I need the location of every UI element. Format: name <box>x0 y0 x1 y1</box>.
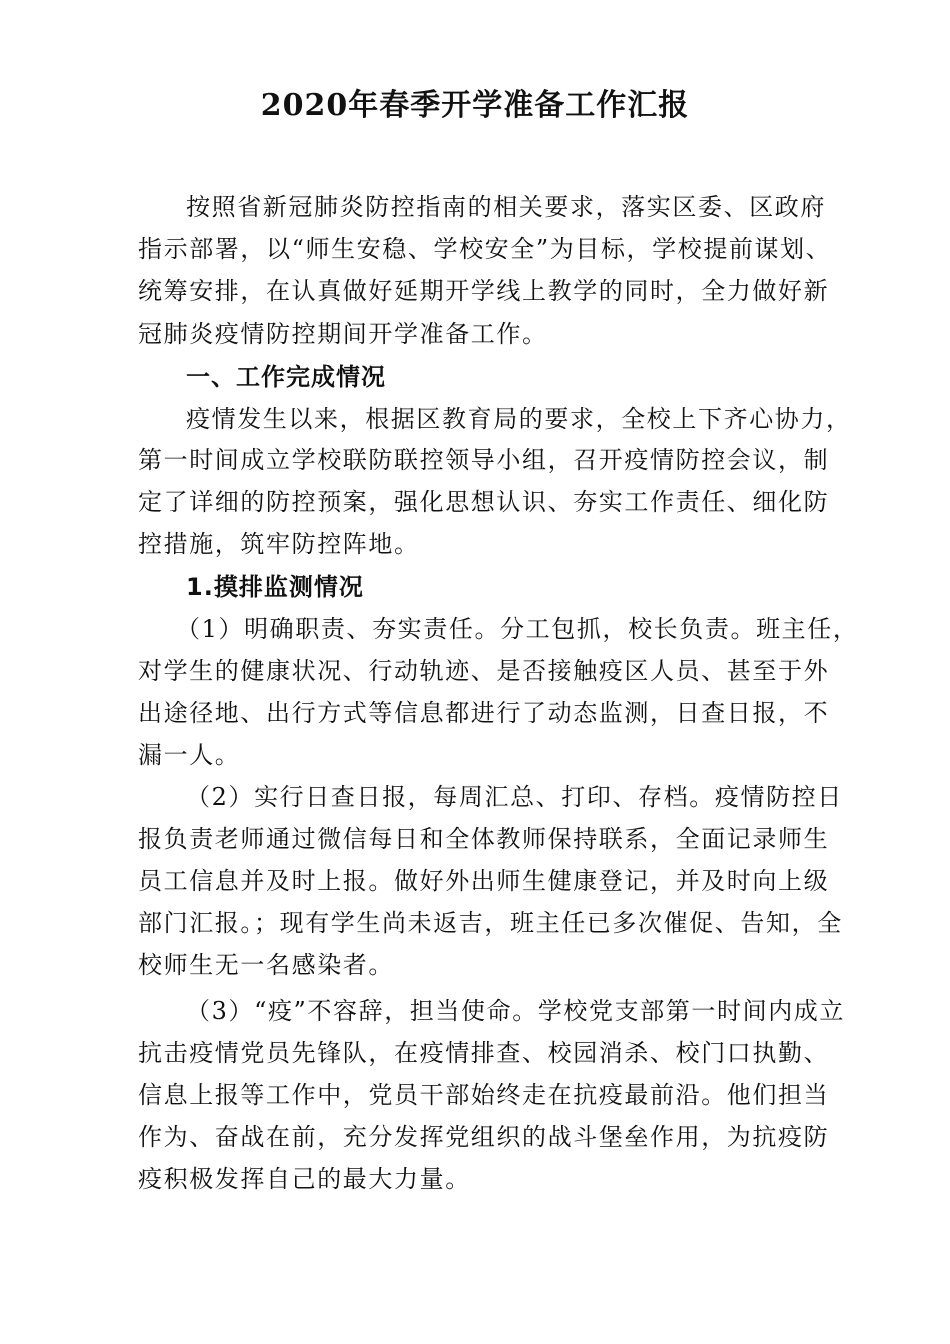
paragraph-line: 疫积极发挥自己的最大力量。 <box>138 1165 471 1193</box>
paragraph-line: 作为、奋战在前，充分发挥党组织的战斗堡垒作用，为抗疫防 <box>138 1123 830 1151</box>
paragraph-line: 疫情发生以来，根据区教育局的要求，全校上下齐心协力， <box>186 405 852 433</box>
paragraph-line: 统筹安排，在认真做好延期开学线上教学的同时，全力做好新 <box>138 277 830 305</box>
paragraph-line: 校师生无一名感染者。 <box>138 951 394 979</box>
paragraph-line: 冠肺炎疫情防控期间开学准备工作。 <box>138 320 548 348</box>
paragraph-line: 报负责老师通过微信每日和全体教师保持联系，全面记录师生 <box>138 825 830 853</box>
paragraph-line: 第一时间成立学校联防联控领导小组，召开疫情防控会议，制 <box>138 446 830 474</box>
paragraph-line: 抗击疫情党员先锋队，在疫情排查、校园消杀、校门口执勤、 <box>138 1039 830 1067</box>
paragraph-line: 部门汇报。；现有学生尚未返吉，班主任已多次催促、告知，全 <box>138 909 843 937</box>
paragraph-line: 漏一人。 <box>138 741 241 769</box>
paragraph-line: 对学生的健康状况、行动轨迹、是否接触疫区人员、甚至于外 <box>138 657 830 685</box>
paragraph-line: 员工信息并及时上报。做好外出师生健康登记，并及时向上级 <box>138 867 830 895</box>
paragraph-line: （1）明确职责、夯实责任。分工包抓，校长负责。班主任， <box>176 615 859 643</box>
paragraph-line: （2）实行日查日报，每周汇总、打印、存档。疫情防控日 <box>186 783 843 811</box>
document-title: 2020年春季开学准备工作汇报 <box>260 88 690 123</box>
paragraph-line: 信息上报等工作中，党员干部始终走在抗疫最前沿。他们担当 <box>138 1081 830 1109</box>
section-heading: 一、工作完成情况 <box>186 363 386 391</box>
paragraph-line: 出途径地、出行方式等信息都进行了动态监测，日查日报，不 <box>138 699 830 727</box>
paragraph-line: 指示部署，以“师生安稳、学校安全”为目标，学校提前谋划、 <box>138 235 832 263</box>
paragraph-line: 控措施，筑牢防控阵地。 <box>138 530 420 558</box>
paragraph-line: 定了详细的防控预案，强化思想认识、夯实工作责任、细化防 <box>138 488 830 516</box>
paragraph-line: 按照省新冠肺炎防控指南的相关要求，落实区委、区政府 <box>186 193 826 221</box>
paragraph-line: （3）“疫”不容辞，担当使命。学校党支部第一时间内成立 <box>186 997 846 1025</box>
subsection-heading: 1.摸排监测情况 <box>186 573 364 601</box>
